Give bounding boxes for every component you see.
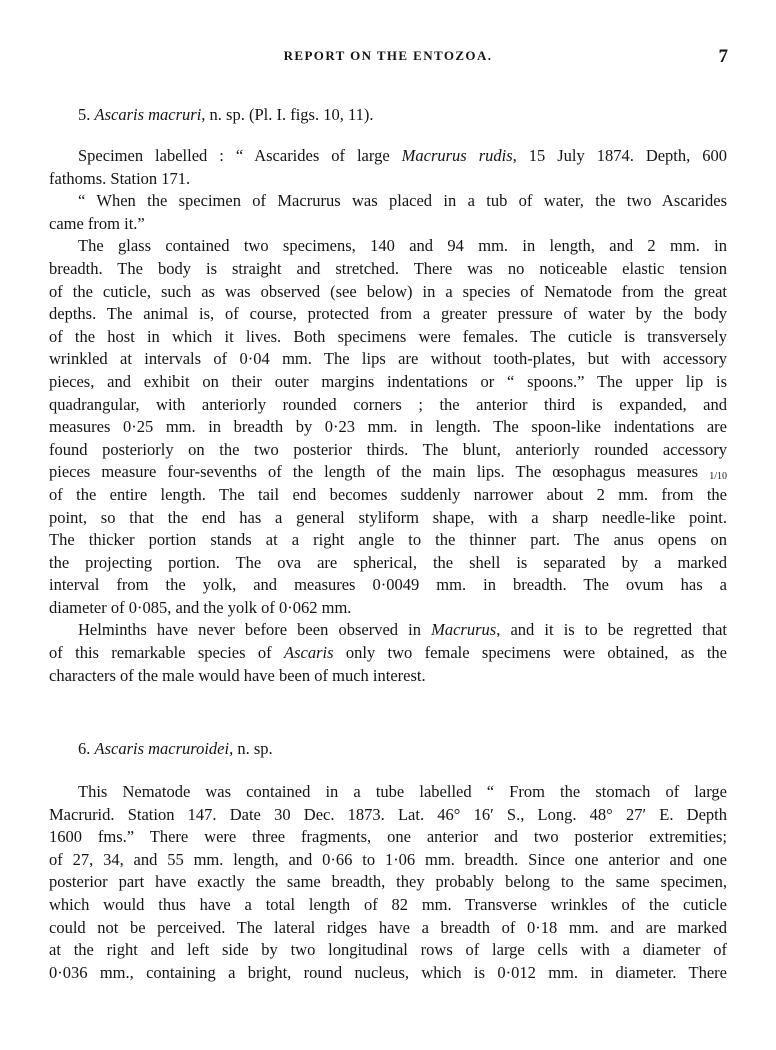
text-line: breadth. The body is straight and stretched. There was no noticeable elastic tension: [49, 258, 727, 278]
text-line: The thicker portion stands at a right angle to the thinner part. The anus opens on: [49, 530, 727, 550]
running-head: [0, 46, 776, 70]
text-line: 0·036 mm., containing a bright, round nucleus, which is 0·012 mm. in diameter. There: [49, 962, 727, 982]
text-line: of the host in which it lives. Both specimens were females. The cuticle is transversely: [49, 326, 727, 346]
section-heading-rest: , n. sp. (Pl. I. figs. 10, 11).: [201, 105, 374, 124]
running-title: REPORT ON THE ENTOZOA.: [283, 48, 493, 63]
text-line: The glass contained two specimens, 140 and 94 mm. in length, and 2 mm. in: [78, 236, 727, 256]
section-heading-rest: , n. sp.: [229, 739, 273, 758]
page-number: 7: [718, 46, 728, 67]
text-line: “ When the specimen of Macrurus was placed in a tub of water, the two Ascarides: [78, 191, 727, 211]
text-line: of this remarkable species of Ascaris only two female specimens were obtained, as the: [49, 643, 727, 663]
text-line: of 27, 34, and 55 mm. length, and 0·66 to 1·06 mm. breadth. Since one anterior and one: [49, 849, 727, 869]
section-heading: [49, 103, 727, 127]
text-line: depths. The animal is, of course, protected from a greater pressure of water by the body: [49, 304, 727, 324]
section-number: 6.: [78, 739, 91, 758]
text-line: pieces measure four-sevenths of the length of the main lips. The œsophagus measures 1/10: [49, 462, 727, 483]
text-line: could not be perceived. The lateral ridges have a breadth of 0·18 mm. and are marked: [49, 917, 727, 937]
section-heading: [49, 737, 727, 761]
text-line: at the right and left side by two longitudinal rows of large cells with a diameter of: [49, 940, 727, 960]
text-line: which would thus have a total length of 82 mm. Transverse wrinkles of the cuticle: [49, 894, 727, 914]
text-line: of the entire length. The tail end becomes suddenly narrower about 2 mm. from the: [49, 484, 727, 504]
text-line: 1600 fms.” There were three fragments, one anterior and two posterior extremities;: [49, 827, 727, 847]
text-line: wrinkled at intervals of 0·04 mm. The lips are without tooth-plates, but with accessory: [49, 349, 727, 369]
text-line: Specimen labelled : “ Ascarides of large Macrurus rudis, 15 July 1874. Depth, 600: [78, 146, 727, 165]
text-line: the projecting portion. The ova are spherical, the shell is separated by a marked: [49, 552, 727, 572]
text-line: interval from the yolk, and measures 0·0049 mm. in breadth. The ovum has a: [49, 575, 727, 595]
text-line: This Nematode was contained in a tube labelled “ From the stomach of large: [78, 782, 727, 801]
section-6: [49, 737, 727, 984]
species-name: Ascaris macruri: [94, 105, 202, 124]
text-line: pieces, and exhibit on their outer margins indentations or “ spoons.” The upper lip is: [49, 371, 727, 391]
text-line: posterior part have exactly the same breadth, they probably belong to the same specimen,: [49, 872, 727, 892]
section-5: [49, 103, 727, 687]
text-line: fathoms. Station 171.: [49, 168, 191, 188]
text-line: characters of the male would have been of much interest.: [49, 665, 426, 685]
text-line: Macrurid. Station 147. Date 30 Dec. 1873. Lat. 46° 16′ S., Long. 48° 27′ E. Depth: [49, 804, 727, 824]
text-line: measures 0·25 mm. in breadth by 0·23 mm. in length. The spoon-like indentations are: [49, 417, 727, 437]
section-number: 5.: [78, 105, 91, 124]
species-name: Ascaris macruroidei: [94, 739, 230, 758]
text-line: point, so that the end has a general styliform shape, with a sharp needle-like point.: [49, 507, 727, 527]
text-line: came from it.”: [49, 213, 145, 233]
text-line: diameter of 0·085, and the yolk of 0·062 mm.: [49, 597, 352, 617]
fraction: 1/10: [709, 471, 727, 483]
text-line: of the cuticle, such as was observed (see below) in a species of Nematode from the great: [49, 281, 727, 301]
text-line: Helminths have never before been observed in Macrurus, and it is to be regretted that: [78, 620, 727, 640]
text-line: quadrangular, with anteriorly rounded corners ; the anterior third is expanded, and: [49, 394, 727, 414]
text-line: found posteriorly on the two posterior thirds. The blunt, anteriorly rounded accessory: [49, 439, 727, 459]
